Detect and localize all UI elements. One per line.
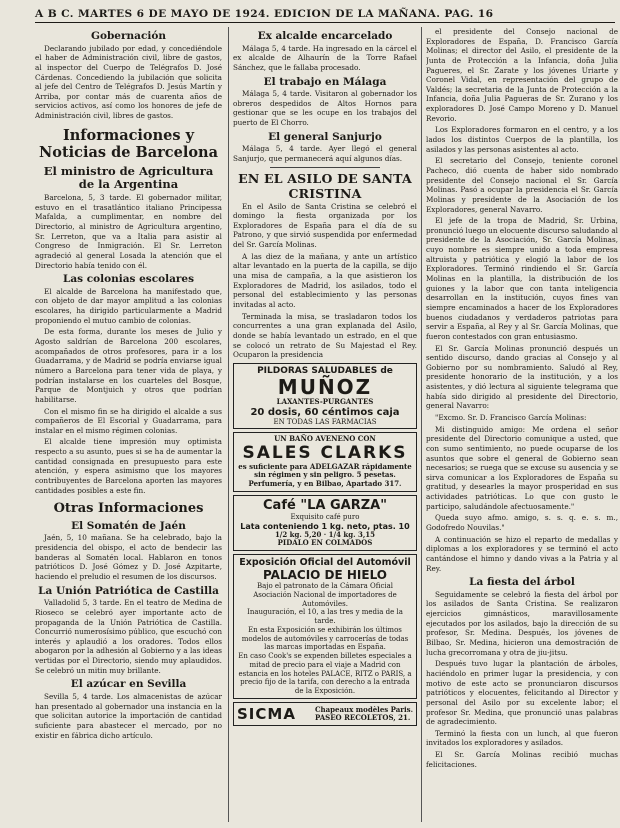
ex-alcalde-heading: Ex alcalde encarcelado xyxy=(257,30,393,42)
ad-clarks-tagline: UN BAÑO AVENENO CON xyxy=(274,434,376,444)
ex-alcalde-text: Málaga 5, 4 tarde. Ha ingresado en la cárcel el ex alcalde de Alhaurín de la Torre Rafael Sánchez, que le fallaba procesado. xyxy=(233,43,417,72)
ad-sicma-text: Chapeaux modèles Paris. xyxy=(314,704,413,714)
header-rule xyxy=(35,22,615,23)
page-header: A B C. MARTES 6 DE MAYO DE 1924. EDICION DE LA MAÑANA. PAG. 16 xyxy=(35,8,494,20)
somaten-text: Jaén, 5, 10 mañana. Se ha celebrado, bajo la presidencia del obispo, el acto de bendecir las banderas al Somatén local. Hablaron en tonos patrióticos D. José Gómez y D. José Azpitarte, haciendo el preludio el resumen de los discursos. xyxy=(35,533,222,582)
ad-munoz-where: EN TODAS LAS FARMACIAS xyxy=(273,417,377,426)
ad-garza-where: PIDALO EN COLMADOS xyxy=(277,538,373,548)
azucar-heading: El azúcar en Sevilla xyxy=(70,678,187,691)
colonias-heading: Las colonias escolares xyxy=(62,273,195,286)
arbol-text: Seguidamente se celebró la fiesta del árbol por los asilados de Santa Cristina. Se realizaron ejercicios gimnásticos, maravillosamente ejecutados por los asilados, bajo la dirección de su profesor, Sr. Medina. Después, los jóvenes de Bilbao, Sr. Medina, hicieron una demostración de lucha grecorromana y otra de jiu-jitsu. xyxy=(426,589,618,657)
gobernacion-text: Declarando jubilado por edad, y concediéndole el haber de Administración civil, libre de gastos, al inspector del Cuerpo de Telégrafos D. José Cárdenas. Concediendo la jubilación que solicita al jefe del Centro de Telégrafos D. Jesús Martín y Arriba, por contar más de cuarenta años de servicios activos, así como los honores de jefe de Administración civil, libres de gastos. xyxy=(35,43,222,121)
column-3 xyxy=(426,27,618,822)
gobernacion-heading: Gobernación xyxy=(91,30,166,42)
ad-clarks-brand: SALES CLARKS xyxy=(242,443,408,464)
ad-garza-price: Lata conteniendo 1 kg. neto, ptas. 10 xyxy=(240,521,410,531)
ad-exposicion xyxy=(233,554,417,699)
ad-clarks-text: es suficiente para ADELGAZAR rápidamente sin régimen y sin peligro. 5 pesetas. Perfumería, y en Bilbao, Apartado 317. xyxy=(238,461,412,489)
asilo-continued-text: El secretario del Consejo, teniente coronel Pacheco, dió cuenta de haber sido nombrado presidente del Consejo nacional el Sr. García Molinas. Pasó a ocupar la presidencia el Sr. García Molinas y presidente de la Asociación de los Exploradores, general Navarro. xyxy=(426,156,618,214)
somaten-heading: El Somatén de Jaén xyxy=(71,519,186,532)
ad-garza-brand: Café "LA GARZA" xyxy=(263,497,387,513)
ad-munoz xyxy=(233,363,417,430)
asilo-text: Terminada la misa, se trasladaron todos los concurrentes a una gran explanada del Asilo, donde se había levantado un estrado, en el que se colocó un retrato de Su Majestad el Rey. Ocuparon la presidencia xyxy=(233,311,417,360)
divider xyxy=(270,167,380,168)
ad-expo-venue: PALACIO DE HIELO xyxy=(262,568,388,583)
ad-munoz-price: 20 dosis, 60 céntimos caja xyxy=(250,406,400,418)
trabajo-text: Málaga 5, 4 tarde. Visitaron al gobernador los obreros despedidos de Altos Hornos para gestionar que se les ocupe en los trabajos del puerto de El Chorro. xyxy=(233,89,417,128)
ad-garza-tagline: Exquisito café puro xyxy=(290,512,360,521)
asilo-continued-text: El jefe de la tropa de Madrid, Sr. Urbina, pronunció luego un elocuente discurso saludando al presidente de la Asociación, Sr. García Molinas, cuyo nombre es siempre unido a toda empresa altruista y patriótica y elogió la labor de los Exploradores. Terminó rindiendo el Sr. García Molinas en la plantilla, la distribución de los guiones y la labor que con tanta inteligencia desarrollan en la institución, cuyos fines van siempre encaminados a hacer de los Exploradores buenos ciudadanos y verdaderos patriotas para servir a España, al Rey y al Sr. García Molinas, que fueron contestados con gran entusiasmo. xyxy=(426,216,618,341)
asilo-continued-text: el presidente del Consejo nacional de Exploradores de España, D. Francisco García Molinas; el director del Asilo, el presidente de la Junta de Protección a la Infancia, doña Julia Pagueres, el Sr. Zarate y los jóvenes Uriarte y Coronel Vidal, en representación del grupo de Valdés; la secretaria de la Junta de Protección a la Infancia, doña Julia Pagueras de Sr. Zurano y los exploradores D. José Campo Moreno y D. Manuel Revorio. xyxy=(426,27,618,123)
telegram-salutation: "Excmo. Sr. D. Francisco García Molinas: xyxy=(435,412,587,422)
ad-sicma-brand: SICMA xyxy=(237,704,296,723)
union-heading: La Unión Patriótica de Castilla xyxy=(38,584,219,597)
ministro-text: Barcelona, 5, 3 tarde. El gobernador militar, estuvo en el trasatlántico italiano Principessa Mafalda, a cumplimentar, en nombre del Directorio, al ministro de Agricultura argentino, Sr. Lerreton, que va a Italia para asistir al Congreso de Inmigración. El Sr. Lerreton agradeció al general Losada la atención que el Directorio había tenido con él. xyxy=(35,193,222,270)
otras-section-title: Otras Informaciones xyxy=(53,501,204,517)
ad-expo-text: En esta Exposición se exhibirán los últimos modelos de automóviles y carrocerías de todas las marcas importadas en España. xyxy=(241,625,409,652)
asilo-continued-text: A continuación se hizo el reparto de medallas y diplomas a los exploradores y se terminó el acto cantándose el himno y dando vivas a la Patria y al Rey. xyxy=(426,534,618,573)
ad-sicma xyxy=(233,702,417,726)
arbol-text: Después tuvo lugar la plantación de árboles, haciéndolo en primer lugar la presidencia, y con motivo de este acto se pronunciaron discursos patrióticos y elocuentes, felicitando al Director y personal del Asilo por su excelente labor; el profesor Sr. Medina, que pronunció unas palabras de agradecimiento. xyxy=(426,659,618,727)
sanjurjo-text: Málaga 5, 4 tarde. Ayer llegó el general Sanjurjo, que permanecerá aquí algunos días. xyxy=(233,144,417,163)
colonias-text: El alcalde tiene impresión muy optimista respecto a su asunto, pues si se ha de aumentar la cantidad consignada en presupuesto para este atención, y espera asimismo que los mayores contribuyentes de Barcelona aporten las mayores cantidades posibles a este fin. xyxy=(35,437,222,495)
asilo-continued-text: Los Exploradores formaron en el centro, y a los lados los distintos Cuerpos de la plantilla, los asilados y las personas asistentes al acto. xyxy=(426,125,618,154)
ad-munoz-brand: MUÑOZ xyxy=(277,374,373,399)
azucar-text: Sevilla 5, 4 tarde. Los almacenistas de azúcar han presentado al gobernador una instancia en la que solicitan autorice la importación de cantidad suficiente para abastecer el mercado, por no existir en fábrica dicho artículo. xyxy=(35,691,222,740)
column-2 xyxy=(233,27,417,822)
arbol-text: El Sr. García Molinas recibió muchas felicitaciones. xyxy=(426,750,618,769)
column-separator xyxy=(421,27,422,822)
ad-expo-text: Inauguración, el 10, a las tres y media de la tarde. xyxy=(247,608,403,626)
telegram-text: Mi distinguido amigo: Me ordena el señor presidente del Directorio comunique a usted, que con sumo sentimiento, no puede ocuparse de los asuntos que sobre el general de Gobierno sean necesarios; se ruega que se excuse su ausencia y se sirva comunicar a los Exploradores de España su gratitud, y desearles la mayor prosperidad en sus actividades patrióticas. Lo que con gusto le participo, saludándole afectuosamente." xyxy=(426,424,618,511)
ad-expo-text: Bajo el patronato de la Cámara Oficial Asociación Nacional de importadores de Automóviles. xyxy=(253,582,397,608)
ad-munoz-tagline: PILDORAS SALUDABLES de xyxy=(257,365,393,376)
arbol-heading: La fiesta del árbol xyxy=(469,576,575,589)
ad-expo-text: En caso Cook's se expenden billetes especiales a mitad de precio para el viaje a Madrid con estancia en los hoteles PALACE, RITZ o PARIS, a precio fijo de la tarifa, con derecho a la entrada de la Exposición. xyxy=(238,652,412,696)
asilo-heading: EN EL ASILO DE SANTA CRISTINA xyxy=(238,170,412,201)
trabajo-heading: El trabajo en Málaga xyxy=(263,75,387,88)
union-text: Valladolid 5, 3 tarde. En el teatro de Medina de Rioseco se celebró ayer importante acto de propaganda de la Unión Patriótica de Castilla. Concurrió numerosísimo público, que escuchó con interés y aplaudió a los oradores. Todos ellos abogaron por la adhesión al Gobierno y a las ideas vertidas por el Directorio, siendo muy aplaudidos. Se celebró un mitin muy brillante. xyxy=(35,598,222,675)
ad-sales-clarks xyxy=(233,432,417,492)
ad-garza-sizes: 1/2 kg. 5,20 · 1/4 kg. 3,15 xyxy=(274,529,376,539)
asilo-text: A las diez de la mañana, y ante un artístico altar levantado en la puerta de la capilla, se dijo una misa de campaña, a la que asistieron los Exploradores de Madrid, los asilados, todo el personal del establecimiento y las personas invitadas al acto. xyxy=(233,251,417,309)
colonias-text: Con el mismo fin se ha dirigido el alcalde a sus compañeros de El Escorial y Guadarrama, para instalar en el mismo régimen colonias. xyxy=(35,406,222,435)
arbol-text: Terminó la fiesta con un lunch, al que fueron invitados los exploradores y asilados. xyxy=(426,728,618,748)
ad-munoz-type: LAXANTES-PURGANTES xyxy=(276,396,374,406)
ad-expo-title: Exposición Oficial del Automóvil xyxy=(239,557,411,569)
colonias-text: De esta forma, durante los meses de Julio y Agosto saldrían de Barcelona 200 escolares, acompañados de otros profesores, para ir a los Guadarrama, y de Madrid se podría enviarse igual número a Barcelona para tener vida de playa, y podrían instalarse en los cuarteles del Bosque, Parque de Montjuich y otros que podrían habilitarse. xyxy=(35,327,222,404)
telegram-signature: Queda suyo afmo. amigo, s. s. q. e. s. m., Godofredo Nouvilas." xyxy=(426,513,618,533)
asilo-text: En el Asilo de Santa Cristina se celebró el domingo la fiesta organizada por los Exploradores de España para el día de su Patrono, y que sirvió suspendida por enfermedad del Sr. García Molinas. xyxy=(233,201,417,250)
ministro-heading: El ministro de Agricultura de la Argentina xyxy=(43,163,214,192)
sanjurjo-heading: El general Sanjurjo xyxy=(268,130,382,143)
barcelona-section-title: Informaciones y Noticias de Barcelona xyxy=(39,126,218,162)
column-1 xyxy=(35,27,222,822)
ad-cafe-la-garza xyxy=(233,495,417,551)
colonias-text: El alcalde de Barcelona ha manifestado que, con objeto de dar mayor amplitud a las colonias escolares, ha dirigido particularmente a Madrid proponiendo el mutuo cambio de colonias. xyxy=(35,286,222,325)
column-separator xyxy=(228,27,229,822)
ad-sicma-address: PASEO RECOLETOS, 21. xyxy=(314,712,411,722)
asilo-continued-text: El Sr. García Molinas pronunció después un sentido discurso, dando gracias al Consejo y al Gobierno por su nombramiento. Saludó al Rey, presidente honorario de la institución, y a los asistentes, y dió lectura al siguiente telegrama que había sido dirigido al presidente del Directorio, general Navarro: xyxy=(426,343,618,411)
